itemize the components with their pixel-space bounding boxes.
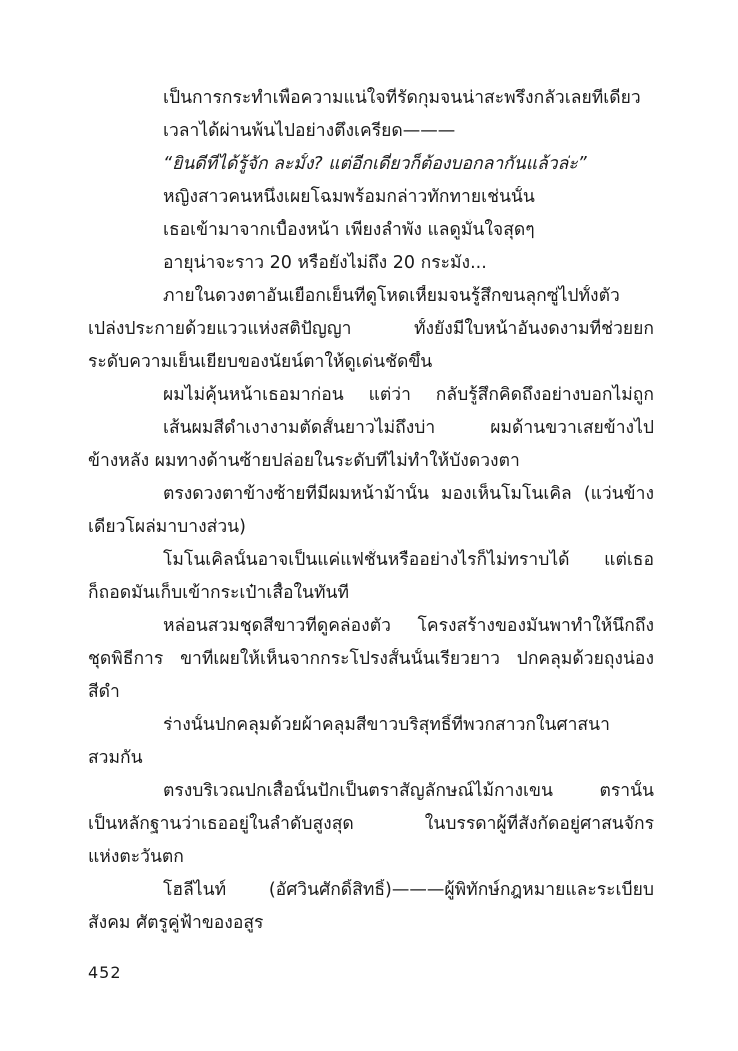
text-line: สวมกัน	[88, 748, 143, 768]
text-line: ภายในดวงตาอันเยือกเย็นที่ดูโหดเหี้ยมจนรู้สึกขนลุกซู่ไปทั้งตัว	[163, 286, 620, 306]
text-line: เป็นหลักฐานว่าเธออยู่ในลำดับสูงสุด ในบรรดาผู้ที่สังกัดอยู่ศาสนจักร	[88, 814, 654, 834]
dialogue-line: “ยินดีที่ได้รู้จัก ละมั้ง? แต่อีกเดี๋ยวก็ต้องบอกลากันแล้วล่ะ”	[163, 154, 587, 174]
text-line: โมโนเคิลนั้นอาจเป็นแค่แฟชั่นหรืออย่างไรก็ไม่ทราบได้ แต่เธอ	[163, 550, 654, 570]
text-line: เส้นผมสีดำเงางามตัดสั้นยาวไม่ถึงบ่า ผมด้านขวาเสยข้างไป	[163, 418, 654, 438]
text-line: เปล่งประกายด้วยแววแห่งสติปัญญา ทั้งยังมีใบหน้าอันงดงามที่ช่วยยก	[88, 319, 654, 339]
text-line: ร่างนั้นปกคลุมด้วยผ้าคลุมสีขาวบริสุทธิ์ที่พวกสาวกในศาสนา	[163, 715, 610, 735]
text-line: เป็นการกระทำเพื่อความแน่ใจที่รัดกุมจนน่าสะพรึงกลัวเลยทีเดียว	[163, 88, 641, 108]
text-line: ชุดพิธีการ ขาที่เผยให้เห็นจากกระโปรงสั้นนั้นเรียวยาว ปกคลุมด้วยถุงน่อง	[88, 649, 654, 669]
text-line: เดียวโผล่มาบางส่วน)	[88, 517, 246, 537]
text-line: โฮลีไนท์ (อัศวินศักดิ์สิทธิ์)———ผู้พิทักษ์กฎหมายและระเบียบ	[163, 880, 654, 900]
text-line: หล่อนสวมชุดสีขาวที่ดูคล่องตัว โครงสร้างของมันพาทำให้นึกถึง	[163, 616, 654, 636]
text-line: เวลาได้ผ่านพ้นไปอย่างตึงเครียด———	[163, 121, 456, 141]
page-number: 452	[88, 963, 122, 982]
text-line: ข้างหลัง ผมทางด้านซ้ายปล่อยในระดับที่ไม่ทำให้บังดวงตา	[88, 451, 520, 471]
text-line: ก็ถอดมันเก็บเข้ากระเป๋าเสื้อในทันที	[88, 583, 350, 603]
text-line: ตรงบริเวณปกเสื้อนั้นปักเป็นตราสัญลักษณ์ไม้กางเขน ตรานั้น	[163, 781, 654, 801]
text-line: สีดำ	[88, 682, 120, 702]
text-line: อายุน่าจะราว 20 หรือยังไม่ถึง 20 กระมัง...	[163, 253, 487, 273]
text-line: หญิงสาวคนหนึ่งเผยโฉมพร้อมกล่าวทักทายเช่นนั้น	[163, 187, 535, 207]
text-line: ตรงดวงตาข้างซ้ายที่มีผมหน้าม้านั้น มองเห็นโมโนเคิล (แว่นข้าง	[163, 484, 654, 504]
text-line: แห่งตะวันตก	[88, 847, 184, 867]
text-line: เธอเข้ามาจากเบื้องหน้า เพียงลำพัง แลดูมั่นใจสุดๆ	[163, 220, 535, 240]
text-line: สังคม ศัตรูคู่ฟ้าของอสูร	[88, 913, 264, 933]
text-line: ผมไม่คุ้นหน้าเธอมาก่อน แต่ว่า กลับรู้สึกคิดถึงอย่างบอกไม่ถูก	[163, 385, 654, 405]
text-line: ระดับความเย็นเยียบของนัยน์ตาให้ดูเด่นชัดขึ้น	[88, 352, 433, 372]
